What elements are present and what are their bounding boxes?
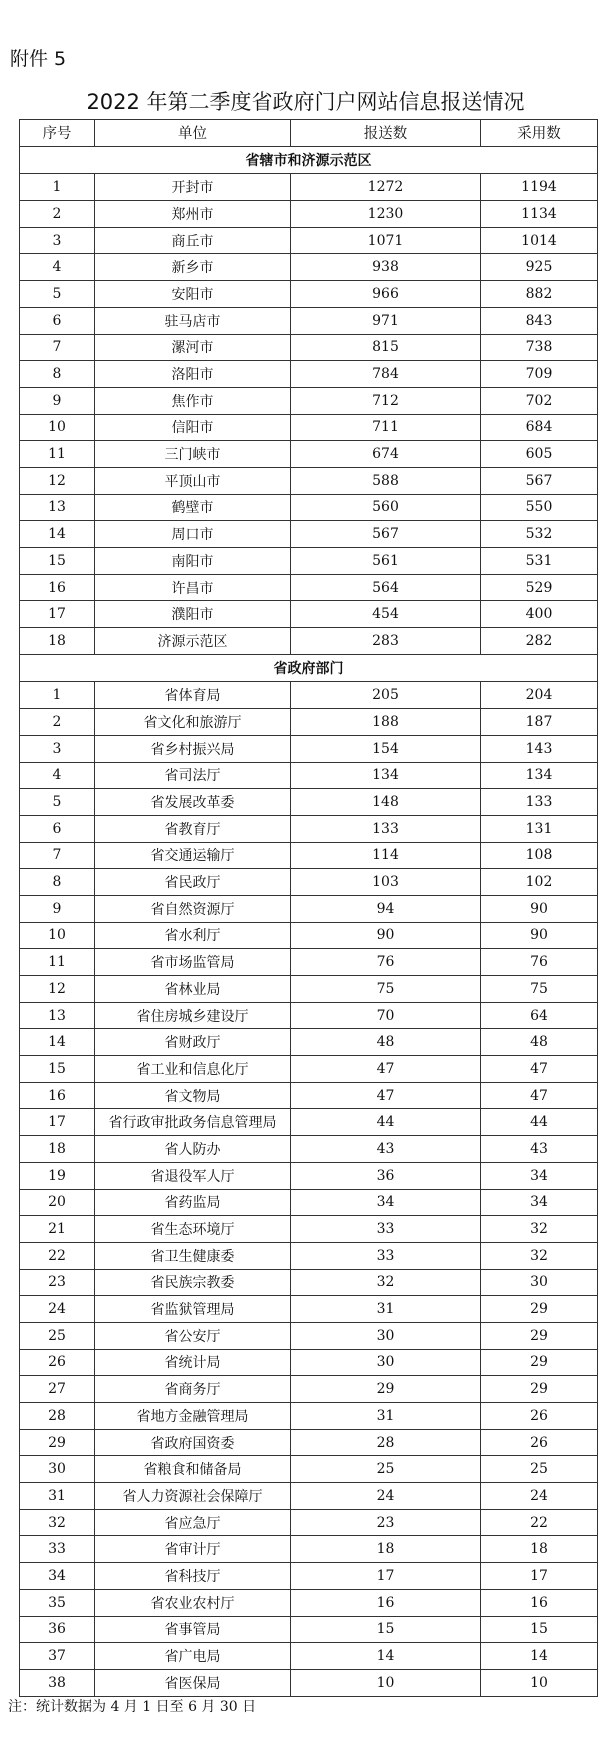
submitted-count: 10: [291, 1669, 481, 1696]
submitted-count: 154: [291, 735, 481, 762]
adopted-count: 25: [481, 1456, 598, 1483]
row-index: 17: [20, 1109, 95, 1136]
row-index: 14: [20, 521, 95, 548]
submitted-count: 18: [291, 1536, 481, 1563]
adopted-count: 702: [481, 387, 598, 414]
adopted-count: 1134: [481, 201, 598, 228]
table-row: [20, 601, 598, 628]
table-row: [20, 1429, 598, 1456]
adopted-count: 32: [481, 1216, 598, 1243]
submitted-count: 16: [291, 1589, 481, 1616]
row-index: 27: [20, 1376, 95, 1403]
table-row: [20, 949, 598, 976]
unit-name: 省事管局: [95, 1616, 291, 1643]
row-index: 17: [20, 601, 95, 628]
row-index: 8: [20, 361, 95, 388]
table-row: [20, 1269, 598, 1296]
section-header-row: [20, 146, 598, 174]
unit-name: 信阳市: [95, 414, 291, 441]
header-unit: 单位: [95, 120, 291, 147]
row-index: 16: [20, 574, 95, 601]
adopted-count: 567: [481, 467, 598, 494]
submitted-count: 966: [291, 281, 481, 308]
submitted-count: 90: [291, 922, 481, 949]
adopted-count: 10: [481, 1669, 598, 1696]
adopted-count: 531: [481, 548, 598, 575]
table-row: [20, 254, 598, 281]
adopted-count: 34: [481, 1189, 598, 1216]
row-index: 22: [20, 1242, 95, 1269]
unit-name: 濮阳市: [95, 601, 291, 628]
adopted-count: 204: [481, 682, 598, 709]
adopted-count: 47: [481, 1056, 598, 1083]
table-row: [20, 521, 598, 548]
submitted-count: 24: [291, 1483, 481, 1510]
submitted-count: 34: [291, 1189, 481, 1216]
submitted-count: 454: [291, 601, 481, 628]
table-row: [20, 682, 598, 709]
row-index: 35: [20, 1589, 95, 1616]
submitted-count: 712: [291, 387, 481, 414]
row-index: 25: [20, 1322, 95, 1349]
table-row: [20, 1109, 598, 1136]
row-index: 26: [20, 1349, 95, 1376]
table-row: [20, 789, 598, 816]
header-row: [20, 120, 598, 147]
adopted-count: 143: [481, 735, 598, 762]
table-row: [20, 307, 598, 334]
table-row: [20, 361, 598, 388]
adopted-count: 76: [481, 949, 598, 976]
submitted-count: 44: [291, 1109, 481, 1136]
unit-name: 驻马店市: [95, 307, 291, 334]
adopted-count: 133: [481, 789, 598, 816]
unit-name: 省市场监管局: [95, 949, 291, 976]
adopted-count: 14: [481, 1643, 598, 1670]
adopted-count: 64: [481, 1002, 598, 1029]
row-index: 33: [20, 1536, 95, 1563]
header-adopted: 采用数: [481, 120, 598, 147]
adopted-count: 131: [481, 815, 598, 842]
unit-name: 开封市: [95, 174, 291, 201]
unit-name: 许昌市: [95, 574, 291, 601]
unit-name: 省民族宗教委: [95, 1269, 291, 1296]
adopted-count: 32: [481, 1242, 598, 1269]
submitted-count: 48: [291, 1029, 481, 1056]
submitted-count: 674: [291, 441, 481, 468]
unit-name: 三门峡市: [95, 441, 291, 468]
table-row: [20, 201, 598, 228]
unit-name: 省工业和信息化厅: [95, 1056, 291, 1083]
adopted-count: 90: [481, 895, 598, 922]
table-row: [20, 1376, 598, 1403]
row-index: 14: [20, 1029, 95, 1056]
row-index: 36: [20, 1616, 95, 1643]
submitted-count: 114: [291, 842, 481, 869]
submitted-count: 103: [291, 869, 481, 896]
unit-name: 省文化和旅游厅: [95, 709, 291, 736]
unit-name: 漯河市: [95, 334, 291, 361]
table-row: [20, 227, 598, 254]
row-index: 19: [20, 1162, 95, 1189]
submitted-count: 36: [291, 1162, 481, 1189]
row-index: 7: [20, 334, 95, 361]
adopted-count: 29: [481, 1296, 598, 1323]
section-title: 省政府部门: [20, 654, 598, 682]
submitted-count: 711: [291, 414, 481, 441]
row-index: 3: [20, 227, 95, 254]
submitted-count: 1230: [291, 201, 481, 228]
table-row: [20, 1242, 598, 1269]
table-row: [20, 1349, 598, 1376]
unit-name: 安阳市: [95, 281, 291, 308]
unit-name: 省林业局: [95, 976, 291, 1003]
submitted-count: 784: [291, 361, 481, 388]
row-index: 6: [20, 307, 95, 334]
row-index: 32: [20, 1509, 95, 1536]
table-row: [20, 334, 598, 361]
adopted-count: 24: [481, 1483, 598, 1510]
table-row: [20, 1643, 598, 1670]
submitted-count: 815: [291, 334, 481, 361]
table-row: [20, 1536, 598, 1563]
unit-name: 省生态环境厅: [95, 1216, 291, 1243]
row-index: 13: [20, 494, 95, 521]
row-index: 10: [20, 414, 95, 441]
table-row: [20, 574, 598, 601]
row-index: 15: [20, 1056, 95, 1083]
table-row: [20, 628, 598, 655]
table-row: [20, 467, 598, 494]
submitted-count: 31: [291, 1403, 481, 1430]
row-index: 13: [20, 1002, 95, 1029]
submitted-count: 133: [291, 815, 481, 842]
adopted-count: 29: [481, 1322, 598, 1349]
unit-name: 省司法厅: [95, 762, 291, 789]
table-row: [20, 1296, 598, 1323]
adopted-count: 187: [481, 709, 598, 736]
adopted-count: 34: [481, 1162, 598, 1189]
unit-name: 省人防办: [95, 1136, 291, 1163]
row-index: 34: [20, 1563, 95, 1590]
adopted-count: 550: [481, 494, 598, 521]
adopted-count: 400: [481, 601, 598, 628]
section-header-row: [20, 654, 598, 682]
unit-name: 省行政审批政务信息管理局: [95, 1109, 291, 1136]
row-index: 38: [20, 1669, 95, 1696]
submitted-count: 75: [291, 976, 481, 1003]
row-index: 7: [20, 842, 95, 869]
row-index: 37: [20, 1643, 95, 1670]
table-row: [20, 1589, 598, 1616]
adopted-count: 75: [481, 976, 598, 1003]
table-row: [20, 869, 598, 896]
unit-name: 省民政厅: [95, 869, 291, 896]
submitted-count: 17: [291, 1563, 481, 1590]
submitted-count: 971: [291, 307, 481, 334]
table-row: [20, 414, 598, 441]
document-title: 2022 年第二季度省政府门户网站信息报送情况: [86, 90, 525, 114]
adopted-count: 22: [481, 1509, 598, 1536]
adopted-count: 709: [481, 361, 598, 388]
row-index: 2: [20, 709, 95, 736]
adopted-count: 684: [481, 414, 598, 441]
adopted-count: 47: [481, 1082, 598, 1109]
submitted-count: 283: [291, 628, 481, 655]
row-index: 4: [20, 762, 95, 789]
row-index: 8: [20, 869, 95, 896]
table-row: [20, 1322, 598, 1349]
unit-name: 省住房城乡建设厅: [95, 1002, 291, 1029]
adopted-count: 26: [481, 1429, 598, 1456]
submitted-count: 94: [291, 895, 481, 922]
unit-name: 省文物局: [95, 1082, 291, 1109]
adopted-count: 17: [481, 1563, 598, 1590]
adopted-count: 102: [481, 869, 598, 896]
table-row: [20, 387, 598, 414]
table-row: [20, 174, 598, 201]
adopted-count: 134: [481, 762, 598, 789]
unit-name: 省广电局: [95, 1643, 291, 1670]
submitted-count: 938: [291, 254, 481, 281]
submitted-count: 30: [291, 1349, 481, 1376]
table-row: [20, 976, 598, 1003]
unit-name: 省教育厅: [95, 815, 291, 842]
unit-name: 省农业农村厅: [95, 1589, 291, 1616]
unit-name: 省药监局: [95, 1189, 291, 1216]
adopted-count: 532: [481, 521, 598, 548]
submitted-count: 33: [291, 1216, 481, 1243]
row-index: 9: [20, 895, 95, 922]
submitted-count: 205: [291, 682, 481, 709]
table-row: [20, 1616, 598, 1643]
submitted-count: 23: [291, 1509, 481, 1536]
adopted-count: 43: [481, 1136, 598, 1163]
table-row: [20, 1162, 598, 1189]
row-index: 10: [20, 922, 95, 949]
table-row: [20, 1509, 598, 1536]
row-index: 28: [20, 1403, 95, 1430]
submitted-count: 43: [291, 1136, 481, 1163]
unit-name: 省退役军人厅: [95, 1162, 291, 1189]
table-row: [20, 1189, 598, 1216]
unit-name: 省统计局: [95, 1349, 291, 1376]
submitted-count: 15: [291, 1616, 481, 1643]
unit-name: 省医保局: [95, 1669, 291, 1696]
table-row: [20, 762, 598, 789]
row-index: 18: [20, 628, 95, 655]
submitted-count: 588: [291, 467, 481, 494]
unit-name: 省卫生健康委: [95, 1242, 291, 1269]
table-row: [20, 735, 598, 762]
row-index: 4: [20, 254, 95, 281]
adopted-count: 29: [481, 1376, 598, 1403]
header-submitted: 报送数: [291, 120, 481, 147]
footnote: 注：统计数据为 4 月 1 日至 6 月 30 日: [8, 1699, 257, 1715]
adopted-count: 925: [481, 254, 598, 281]
submitted-count: 33: [291, 1242, 481, 1269]
table-row: [20, 1029, 598, 1056]
row-index: 5: [20, 281, 95, 308]
header-index: 序号: [20, 120, 95, 147]
submitted-count: 76: [291, 949, 481, 976]
adopted-count: 108: [481, 842, 598, 869]
unit-name: 省公安厅: [95, 1322, 291, 1349]
table-row: [20, 494, 598, 521]
unit-name: 周口市: [95, 521, 291, 548]
table-row: [20, 1563, 598, 1590]
table-row: [20, 922, 598, 949]
adopted-count: 30: [481, 1269, 598, 1296]
adopted-count: 15: [481, 1616, 598, 1643]
unit-name: 省人力资源社会保障厅: [95, 1483, 291, 1510]
report-table: [19, 119, 598, 1697]
submitted-count: 560: [291, 494, 481, 521]
row-index: 11: [20, 949, 95, 976]
row-index: 3: [20, 735, 95, 762]
table-row: [20, 1136, 598, 1163]
unit-name: 省商务厅: [95, 1376, 291, 1403]
adopted-count: 605: [481, 441, 598, 468]
unit-name: 郑州市: [95, 201, 291, 228]
attachment-label: 附件 5: [10, 48, 67, 70]
table-row: [20, 895, 598, 922]
submitted-count: 47: [291, 1056, 481, 1083]
row-index: 11: [20, 441, 95, 468]
adopted-count: 90: [481, 922, 598, 949]
table-row: [20, 281, 598, 308]
adopted-count: 1194: [481, 174, 598, 201]
unit-name: 省地方金融管理局: [95, 1403, 291, 1430]
table-row: [20, 1403, 598, 1430]
row-index: 12: [20, 976, 95, 1003]
submitted-count: 148: [291, 789, 481, 816]
table-body: [20, 146, 598, 1696]
submitted-count: 567: [291, 521, 481, 548]
row-index: 21: [20, 1216, 95, 1243]
unit-name: 省水利厅: [95, 922, 291, 949]
unit-name: 省政府国资委: [95, 1429, 291, 1456]
unit-name: 省应急厅: [95, 1509, 291, 1536]
submitted-count: 29: [291, 1376, 481, 1403]
submitted-count: 70: [291, 1002, 481, 1029]
submitted-count: 1071: [291, 227, 481, 254]
adopted-count: 529: [481, 574, 598, 601]
unit-name: 省交通运输厅: [95, 842, 291, 869]
unit-name: 省监狱管理局: [95, 1296, 291, 1323]
row-index: 1: [20, 682, 95, 709]
row-index: 15: [20, 548, 95, 575]
table-row: [20, 1216, 598, 1243]
row-index: 18: [20, 1136, 95, 1163]
unit-name: 省乡村振兴局: [95, 735, 291, 762]
adopted-count: 16: [481, 1589, 598, 1616]
row-index: 20: [20, 1189, 95, 1216]
submitted-count: 47: [291, 1082, 481, 1109]
submitted-count: 31: [291, 1296, 481, 1323]
unit-name: 南阳市: [95, 548, 291, 575]
adopted-count: 882: [481, 281, 598, 308]
table-row: [20, 842, 598, 869]
submitted-count: 28: [291, 1429, 481, 1456]
unit-name: 新乡市: [95, 254, 291, 281]
table-row: [20, 1002, 598, 1029]
unit-name: 商丘市: [95, 227, 291, 254]
adopted-count: 26: [481, 1403, 598, 1430]
unit-name: 焦作市: [95, 387, 291, 414]
table-row: [20, 709, 598, 736]
adopted-count: 18: [481, 1536, 598, 1563]
unit-name: 省财政厅: [95, 1029, 291, 1056]
table-row: [20, 1669, 598, 1696]
adopted-count: 48: [481, 1029, 598, 1056]
row-index: 31: [20, 1483, 95, 1510]
adopted-count: 29: [481, 1349, 598, 1376]
unit-name: 鹤壁市: [95, 494, 291, 521]
unit-name: 济源示范区: [95, 628, 291, 655]
unit-name: 省粮食和储备局: [95, 1456, 291, 1483]
adopted-count: 738: [481, 334, 598, 361]
adopted-count: 282: [481, 628, 598, 655]
table-row: [20, 815, 598, 842]
submitted-count: 32: [291, 1269, 481, 1296]
row-index: 24: [20, 1296, 95, 1323]
unit-name: 省科技厅: [95, 1563, 291, 1590]
row-index: 29: [20, 1429, 95, 1456]
row-index: 12: [20, 467, 95, 494]
row-index: 23: [20, 1269, 95, 1296]
submitted-count: 564: [291, 574, 481, 601]
row-index: 6: [20, 815, 95, 842]
adopted-count: 1014: [481, 227, 598, 254]
unit-name: 平顶山市: [95, 467, 291, 494]
unit-name: 省体育局: [95, 682, 291, 709]
section-title: 省辖市和济源示范区: [20, 146, 598, 174]
submitted-count: 30: [291, 1322, 481, 1349]
row-index: 5: [20, 789, 95, 816]
unit-name: 省审计厅: [95, 1536, 291, 1563]
table-row: [20, 1456, 598, 1483]
unit-name: 省发展改革委: [95, 789, 291, 816]
row-index: 30: [20, 1456, 95, 1483]
table-row: [20, 441, 598, 468]
unit-name: 洛阳市: [95, 361, 291, 388]
submitted-count: 134: [291, 762, 481, 789]
row-index: 16: [20, 1082, 95, 1109]
submitted-count: 1272: [291, 174, 481, 201]
table-row: [20, 1082, 598, 1109]
submitted-count: 25: [291, 1456, 481, 1483]
unit-name: 省自然资源厅: [95, 895, 291, 922]
row-index: 1: [20, 174, 95, 201]
submitted-count: 561: [291, 548, 481, 575]
adopted-count: 44: [481, 1109, 598, 1136]
table-row: [20, 548, 598, 575]
table-row: [20, 1056, 598, 1083]
row-index: 9: [20, 387, 95, 414]
submitted-count: 14: [291, 1643, 481, 1670]
row-index: 2: [20, 201, 95, 228]
submitted-count: 188: [291, 709, 481, 736]
table-row: [20, 1483, 598, 1510]
adopted-count: 843: [481, 307, 598, 334]
